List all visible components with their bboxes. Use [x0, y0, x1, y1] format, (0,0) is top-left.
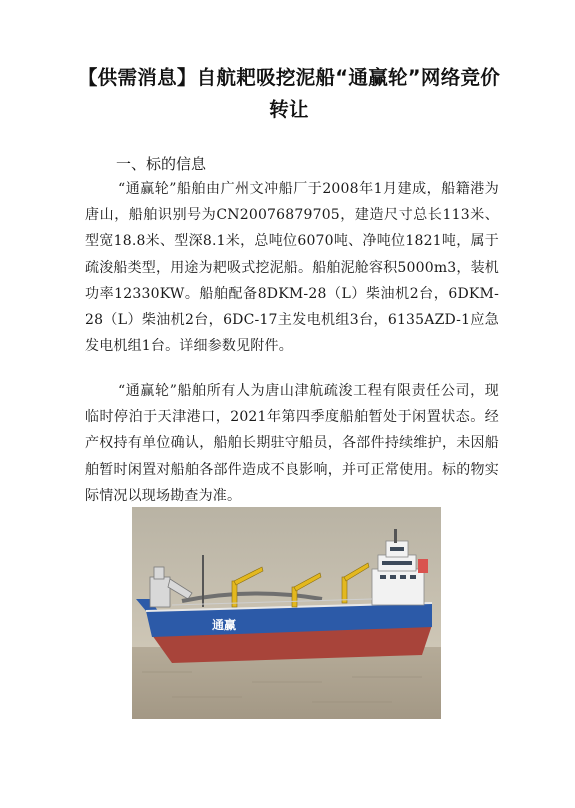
paragraph-ship-owner: “通赢轮”船舶所有人为唐山津航疏浚工程有限责任公司，现临时停泊于天津港口，2021年第四季度船舶暂处于闲置状态。经产权持有单位确认，船舶长期驻守船员，各部件持续维护，未因船舶暂时闲置对船舶各部件造成不良影响，并可正常使用。标的物实际情况以现场勘查为准。 [85, 383, 499, 504]
paragraph-ship-info: “通赢轮”船舶由广州文冲船厂于2008年1月建成，船籍港为唐山，船舶识别号为CN20076879705，建造尺寸总长113米、型宽18.8米、型深8.1米，总吨位6070吨、净吨位1821吨，属于疏浚船类型，用途为耙吸式挖泥船。船舶泥舱容积5000m3，装机功率12330KW。船舶配备8DKM-28（L）柴油机2台，6DKM-28（L）柴油机2台，6DC-17主发电机组3台，6135AZD-1应急发电机组1台。详细参数见附件。 [85, 181, 500, 355]
page-title: 【供需消息】自航耙吸挖泥船“通赢轮”网络竞价转让 [77, 66, 501, 121]
ship-photo [132, 507, 441, 719]
section-heading: 一、标的信息 [116, 155, 207, 173]
hull-name: 通赢 [212, 618, 237, 632]
